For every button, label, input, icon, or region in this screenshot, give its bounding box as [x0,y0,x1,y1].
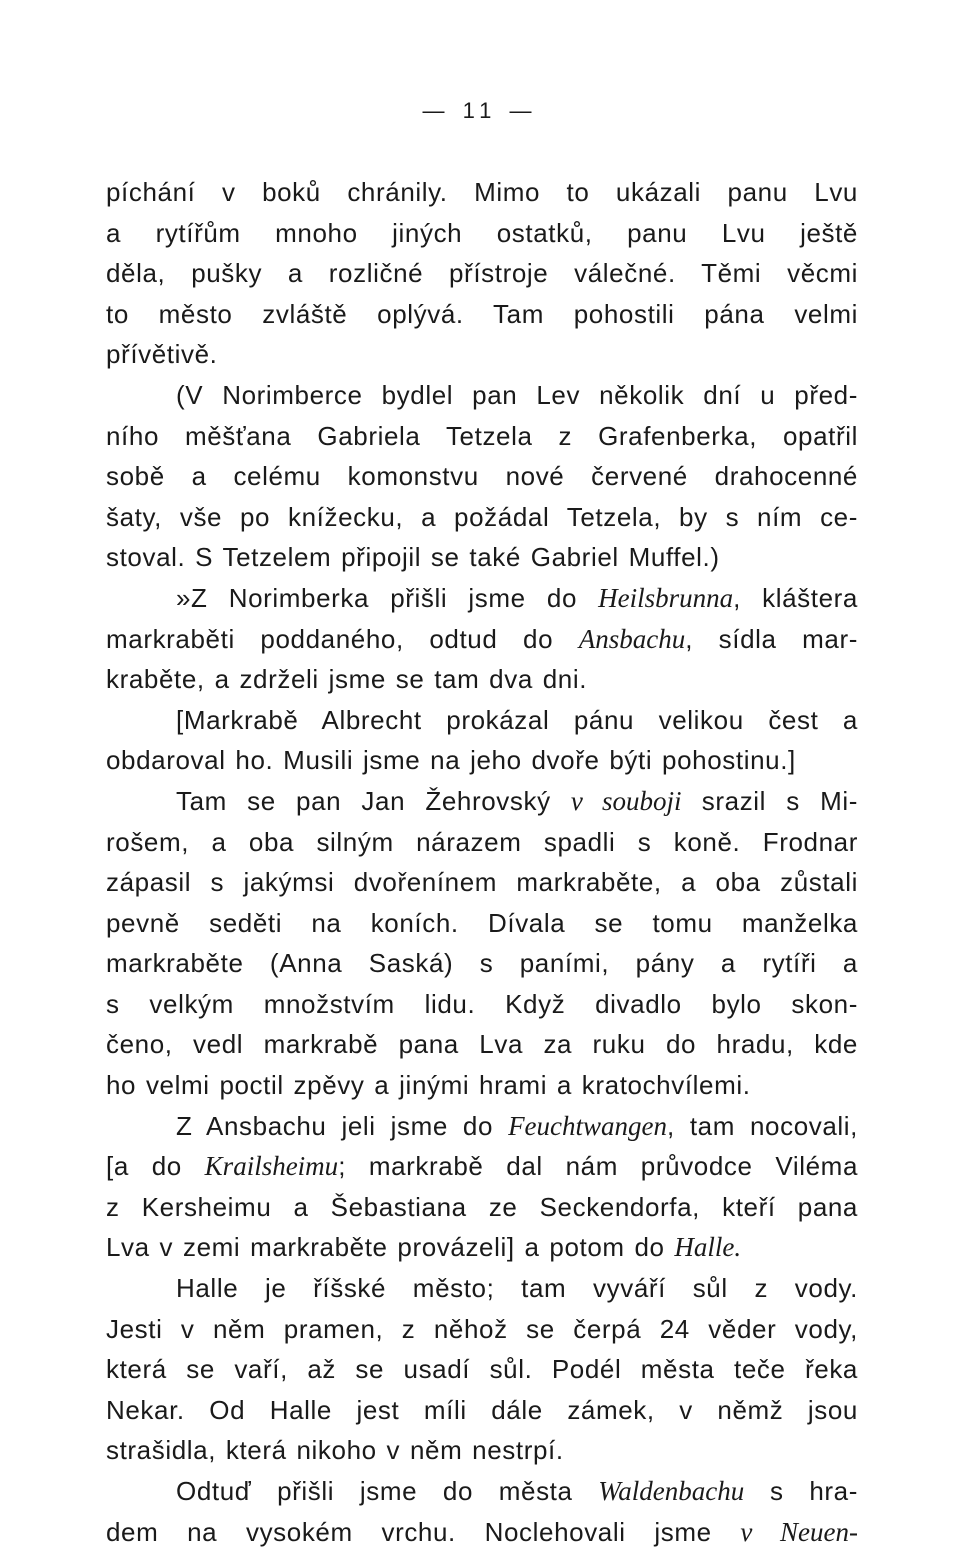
italic-place-name: Waldenbachu [598,1476,745,1506]
text-segment: stoval. S Tetzelem připojil se také Gabriel Muffel.) [106,542,720,573]
text-line [106,537,858,578]
text-segment: zápasil s jakýmsi dvořenínem markraběte, a oba zůstali [106,867,858,898]
text-line [106,497,858,538]
text-segment: markraběti poddaného, odtud do [106,623,579,654]
text-line [106,700,858,741]
text-line [106,984,858,1025]
text-segment: sobě a celému komonstvu nové červené drahocenné [106,461,858,492]
text-line [106,1430,858,1471]
text-line [106,1227,858,1268]
text-line [106,1349,858,1390]
text-line [106,1512,858,1553]
text-segment: [a do [106,1151,205,1182]
text-line [106,1471,858,1512]
text-segment: [Markrabě Albrecht prokázal pánu velikou čest a [176,704,858,735]
text-line [106,456,858,497]
body-text [106,172,858,1552]
text-line [106,1065,858,1106]
text-line [106,1187,858,1228]
running-head-page-number: — 11 — [422,98,538,123]
text-segment: z Kersheimu a Šebastiana ze Seckendorfa, kteří pana [106,1191,858,1222]
text-line [106,213,858,254]
text-segment: pevně seděti na koních. Dívala se tomu manželka [106,907,858,938]
text-line [106,1106,858,1147]
text-segment: šaty, vše po knížecku, a požádal Tetzela, by s ním ce- [106,501,858,532]
text-line [106,822,858,863]
text-line [106,172,858,213]
text-line [106,1024,858,1065]
text-segment: obdaroval ho. Musili jsme na jeho dvoře býti pohostinu.] [106,745,796,776]
text-segment: , tam nocovali, [667,1110,858,1141]
text-segment: to město zvláště oplývá. Tam pohostili pána velmi [106,298,858,329]
text-line [106,1146,858,1187]
italic-place-name: Halle. [674,1232,742,1263]
text-segment: ; markrabě dal nám průvodce Viléma [338,1151,858,1182]
text-segment: Z Ansbachu jeli jsme do [176,1110,509,1141]
text-line [106,943,858,984]
text-segment: přívětivě. [106,339,218,370]
text-segment: kraběte, a zdrželi jsme se tam dva dni. [106,664,588,695]
text-line [106,334,858,375]
italic-place-name: v Neuen- [740,1516,858,1547]
text-line [106,375,858,416]
text-line [106,659,858,700]
text-line [106,619,858,660]
text-segment: Nekar. Od Halle jest míli dále zámek, v němž jsou [106,1394,858,1425]
text-segment: s velkým množstvím lidu. Když divadlo bylo skon- [106,988,858,1019]
text-segment: srazil s Mi- [681,785,858,816]
text-segment: (V Norimberce bydlel pan Lev několik dní u před- [176,379,858,410]
italic-place-name: Feuchtwangen [508,1110,668,1141]
text-segment: píchání v boků chránily. Mimo to ukázali panu Lvu [106,177,858,207]
italic-place-name: Heilsbrunna [598,582,734,613]
text-line [106,578,858,619]
text-line [106,1390,858,1431]
text-segment: Odtuď přišli jsme do města [176,1476,599,1506]
text-segment: ho velmi poctil zpěvy a jinými hrami a kratochvílemi. [106,1070,751,1101]
text-line [106,740,858,781]
text-segment: , sídla mar- [685,623,858,654]
italic-place-name: Ansbachu [578,623,686,654]
text-line [106,781,858,822]
italic-place-name: Krailsheimu [204,1151,339,1182]
text-segment: která se vaří, až se usadí sůl. Podél města teče řeka [106,1354,858,1385]
text-segment: Halle je říšské město; tam vyváří sůl z vody. [176,1273,858,1304]
text-segment: ního měšťana Gabriela Tetzela z Grafenberka, opatřil [106,420,858,451]
text-segment: Tam se pan Jan Žehrovský [176,785,571,816]
text-segment: , kláštera [733,582,858,613]
text-segment: čeno, vedl markrabě pana Lva za ruku do hradu, kde [106,1029,858,1060]
text-segment: s hra- [744,1476,858,1506]
text-segment: Jesti v něm pramen, z něhož se čerpá 24 věder vody, [106,1313,858,1344]
text-line [106,862,858,903]
italic-place-name: v souboji [570,785,682,816]
text-segment: rošem, a oba silným nárazem spadli s koně. Frodnar [106,826,858,857]
text-segment: Lva v zemi markraběte provázeli] a potom do [106,1232,675,1263]
text-line [106,1309,858,1350]
text-segment: a rytířům mnoho jiných ostatků, panu Lvu ještě [106,217,858,248]
text-segment: dem na vysokém vrchu. Noclehovali jsme [106,1516,741,1547]
text-line [106,903,858,944]
text-segment: strašidla, která nikoho v něm nestrpí. [106,1435,564,1466]
text-line [106,1268,858,1309]
text-segment: »Z Norimberka přišli jsme do [176,582,599,613]
text-line [106,253,858,294]
text-segment: děla, pušky a rozličné přístroje válečné. Těmi věcmi [106,258,858,289]
text-segment: markraběte (Anna Saská) s paními, pány a rytíři a [106,948,858,979]
text-line [106,416,858,457]
text-line [106,294,858,335]
